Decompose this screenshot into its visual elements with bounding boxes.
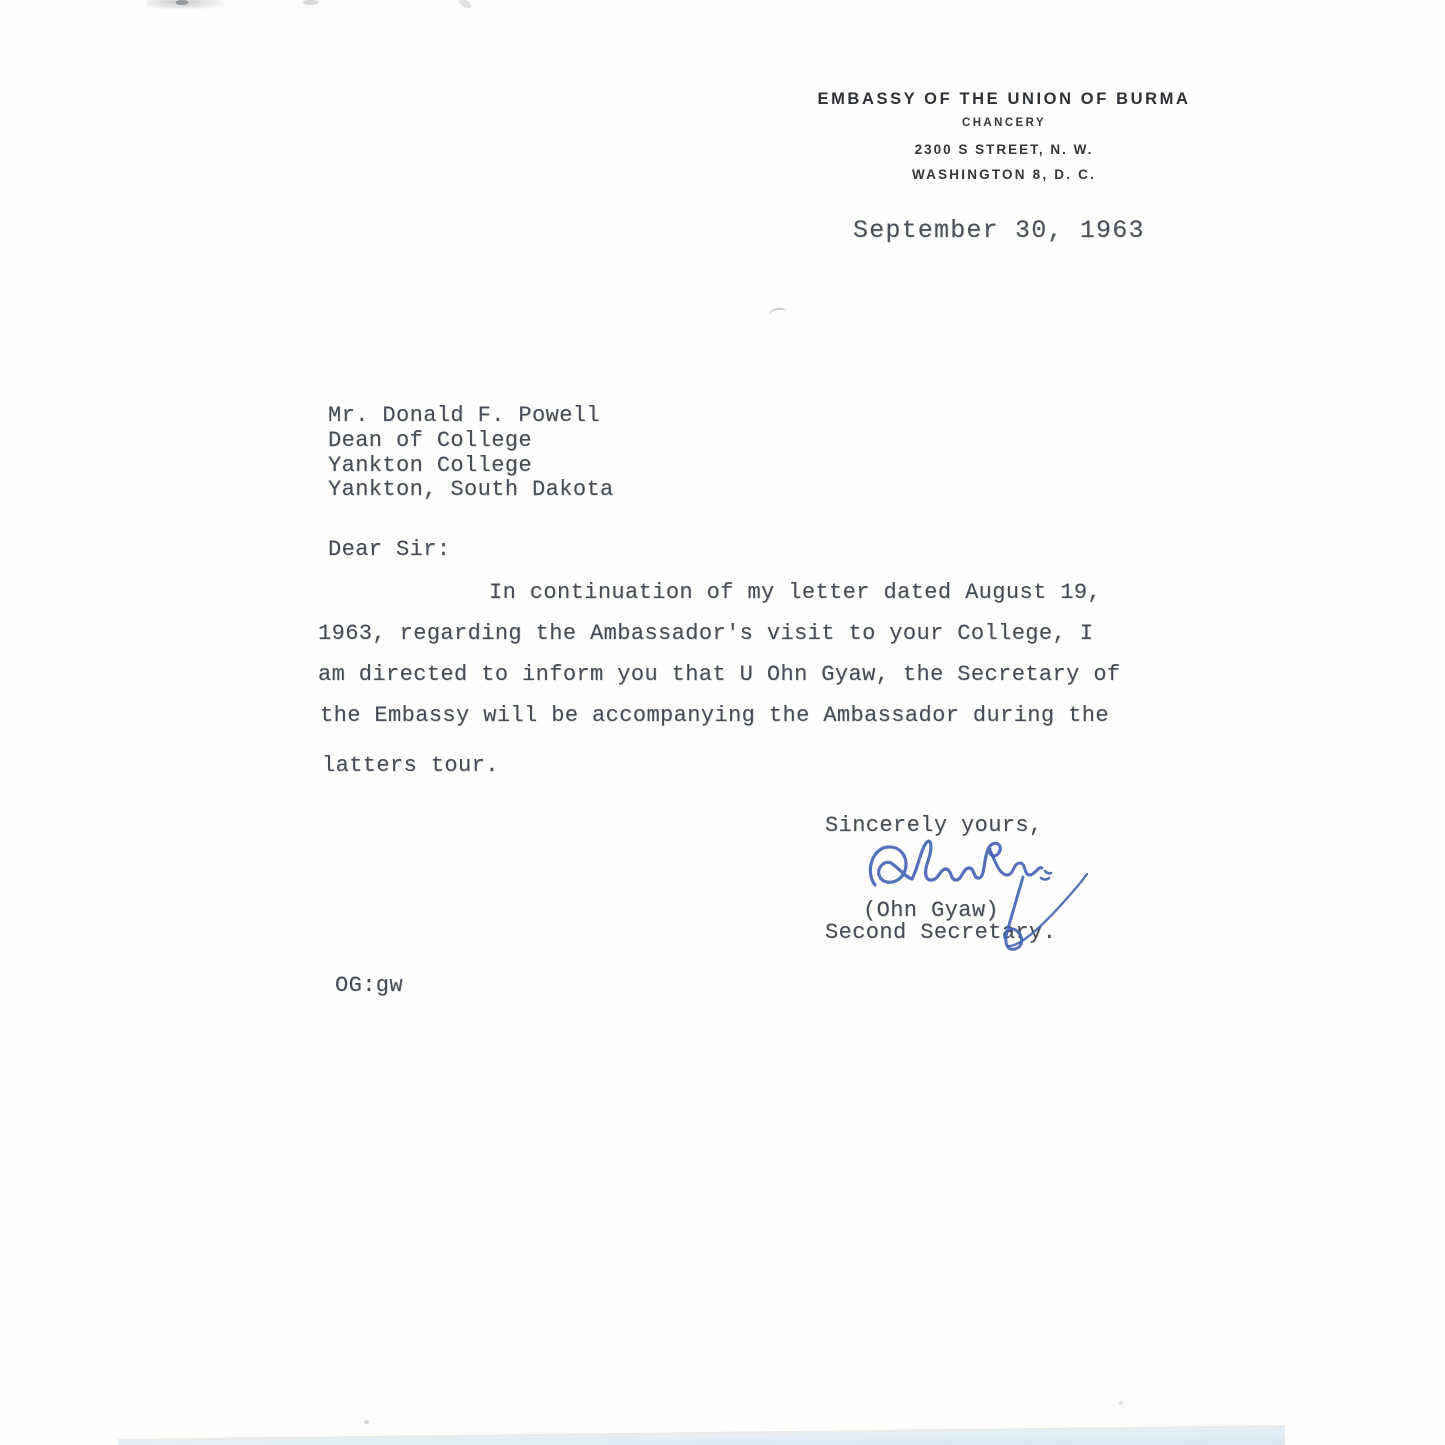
scan-speck-bottom-left	[364, 1420, 369, 1424]
scan-tick-top-1	[303, 0, 319, 5]
scan-speck-bottom-right	[1119, 1401, 1123, 1405]
body-line-1: In continuation of my letter dated August 19,	[489, 580, 1102, 605]
body-line-5: latters tour.	[322, 753, 499, 778]
letter-date: September 30, 1963	[853, 216, 1145, 245]
signer-name: (Ohn Gyaw)	[863, 898, 1000, 923]
letterhead-address-city: WASHINGTON 8, D. C.	[911, 167, 1097, 182]
letterhead-department: CHANCERY	[962, 117, 1046, 129]
typist-reference: OG:gw	[335, 973, 404, 998]
salutation: Dear Sir:	[328, 537, 451, 562]
body-line-2: 1963, regarding the Ambassador's visit to your College, I	[318, 621, 1094, 646]
valediction: Sincerely yours,	[825, 813, 1043, 838]
recipient-name: Mr. Donald F. Powell	[328, 403, 601, 428]
recipient-location: Yankton, South Dakota	[328, 477, 614, 502]
signer-title: Second Secretary.	[825, 920, 1057, 945]
scan-smudge-top-left-dark	[176, 0, 188, 5]
scan-tick-top-2	[457, 0, 473, 10]
body-line-4: the Embassy will be accompanying the Ambassador during the	[320, 703, 1109, 728]
scan-edge-strip-bottom	[118, 1425, 1285, 1445]
recipient-title: Dean of College	[328, 428, 533, 453]
letterhead-address-street: 2300 S STREET, N. W.	[914, 142, 1094, 157]
letterhead-organization: EMBASSY OF THE UNION OF BURMA	[817, 90, 1191, 108]
scan-speck-middle	[768, 307, 786, 320]
recipient-institution: Yankton College	[328, 453, 533, 478]
handwritten-signature	[855, 830, 1100, 955]
body-line-3: am directed to inform you that U Ohn Gyaw, the Secretary of	[318, 662, 1121, 687]
